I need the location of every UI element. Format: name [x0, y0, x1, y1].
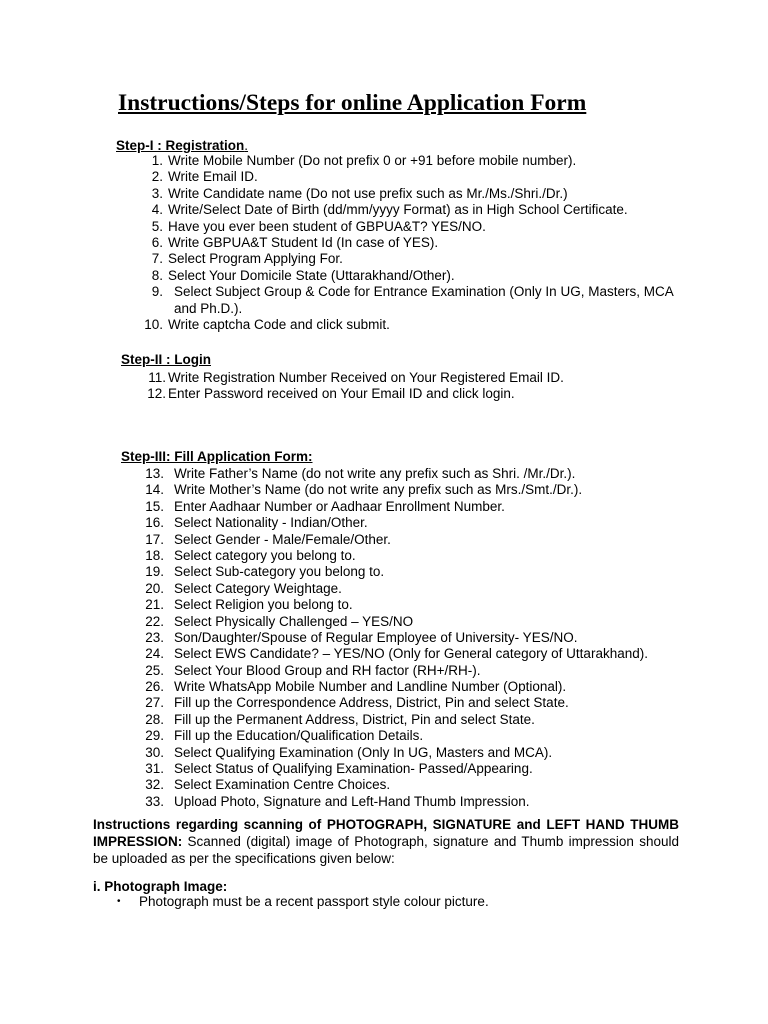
item-text: Select Your Blood Group and RH factor (RH+/RH-). [174, 662, 481, 678]
item-number: 17. [145, 531, 164, 547]
scanning-instructions-text: Scanned (digital) image of Photograph, signature and Thumb impression should be uploaded as per the specifications given below: [93, 834, 679, 866]
item-text: Enter Aadhaar Number or Aadhaar Enrollment Number. [174, 498, 505, 514]
item-number: 2. [151, 169, 163, 185]
item-text: Select Sub-category you belong to. [174, 564, 385, 580]
item-text: Write captcha Code and click submit. [168, 316, 390, 332]
step-1-heading [116, 138, 248, 154]
item-number: 25. [145, 662, 164, 678]
item-text: Write Father’s Name (do not write any prefix such as Shri. /Mr./Dr.). [174, 466, 576, 481]
item-number: 5. [151, 218, 163, 234]
item-text: Select Gender - Male/Female/Other. [174, 531, 391, 547]
item-number: 29. [145, 728, 164, 744]
item-text: Select Qualifying Examination (Only In UG, Masters and MCA). [174, 744, 553, 760]
item-text: Fill up the Correspondence Address, District, Pin and select State. [174, 695, 569, 711]
item-text: Write/Select Date of Birth (dd/mm/yyyy Format) as in High School Certificate. [168, 202, 628, 218]
item-number: 16. [145, 515, 164, 531]
heading-period: . [244, 138, 249, 153]
photograph-bullet-text: Photograph must be a recent passport style colour picture. [139, 894, 489, 909]
item-text: Son/Daughter/Spouse of Regular Employee of University- YES/NO. [174, 629, 578, 645]
item-number: 8. [151, 267, 163, 283]
item-text: Select Subject Group & Code for Entrance Examination (Only In UG, Masters, MCA and Ph.D.). [174, 284, 673, 316]
item-text: Write Email ID. [168, 169, 258, 185]
item-number: 19. [145, 564, 164, 580]
item-number: 4. [151, 202, 163, 218]
item-number: 32. [145, 777, 164, 793]
item-number: 26. [145, 679, 164, 695]
item-text: Write Mother’s Name (do not write any prefix such as Mrs./Smt./Dr.). [174, 482, 583, 498]
item-number: 20. [145, 580, 164, 596]
item-text: Select Physically Challenged – YES/NO [174, 613, 414, 629]
step-3-heading: Step-III: Fill Application Form: [121, 449, 313, 464]
item-text: Write WhatsApp Mobile Number and Landline Number (Optional). [174, 679, 567, 695]
item-number: 21. [145, 597, 164, 613]
step-2-heading: Step-II : Login [121, 352, 211, 367]
item-number: 28. [145, 711, 164, 727]
item-number: 14. [145, 482, 164, 498]
item-text: Select Program Applying For. [168, 251, 343, 267]
item-text: Enter Password received on Your Email ID and click login. [168, 386, 515, 402]
item-number: 27. [145, 695, 164, 711]
item-text: Select EWS Candidate? – YES/NO (Only for General category of Uttarakhand). [174, 646, 648, 662]
item-number: 6. [151, 234, 163, 250]
scanning-instructions [93, 816, 679, 867]
item-text: Write Candidate name (Do not use prefix such as Mr./Ms./Shri./Dr.) [168, 185, 568, 201]
item-number: 12. [147, 386, 166, 402]
item-number: 33. [145, 793, 164, 809]
item-text: Write Mobile Number (Do not prefix 0 or +91 before mobile number). [168, 153, 577, 168]
item-number: 15. [145, 498, 164, 514]
photograph-heading: i. Photograph Image: [93, 879, 228, 894]
item-number: 23. [145, 629, 164, 645]
step-1-heading-text: Step-I : Registration [116, 138, 245, 153]
item-number: 24. [145, 646, 164, 662]
item-number: 13. [145, 466, 164, 481]
item-text: Fill up the Education/Qualification Details. [174, 728, 424, 744]
scanning-instructions-bold: Instructions regarding scanning of PHOTOGRAPH, SIGNATURE and LEFT HAND THUMB IMPRESSION: [93, 817, 679, 849]
item-text: Select Your Domicile State (Uttarakhand/Other). [168, 267, 455, 283]
item-number: 31. [145, 761, 164, 777]
item-number: 3. [151, 185, 163, 201]
item-number: 18. [145, 547, 164, 563]
item-number: 22. [145, 613, 164, 629]
item-text: Have you ever been student of GBPUA&T? YES/NO. [168, 218, 486, 234]
item-number: 9. [151, 284, 163, 300]
item-number: 30. [145, 744, 164, 760]
item-text: Select Religion you belong to. [174, 597, 353, 613]
item-text: Select Category Weightage. [174, 580, 342, 596]
item-text: Select Examination Centre Choices. [174, 777, 391, 793]
item-text: Upload Photo, Signature and Left-Hand Thumb Impression. [174, 793, 530, 809]
item-text: Write Registration Number Received on Your Registered Email ID. [168, 370, 564, 385]
page-title: Instructions/Steps for online Application Form [118, 90, 587, 116]
bullet-icon: • [117, 896, 121, 907]
item-text: Fill up the Permanent Address, District, Pin and select State. [174, 711, 535, 727]
item-text: Write GBPUA&T Student Id (In case of YES). [168, 234, 439, 250]
item-text: Select Nationality - Indian/Other. [174, 515, 368, 531]
item-text: Select category you belong to. [174, 547, 356, 563]
item-number: 1. [151, 153, 163, 168]
item-text: Select Status of Qualifying Examination- Passed/Appearing. [174, 761, 533, 777]
item-number: 11. [148, 370, 166, 385]
item-number: 10. [144, 316, 163, 332]
item-number: 7. [151, 251, 163, 267]
